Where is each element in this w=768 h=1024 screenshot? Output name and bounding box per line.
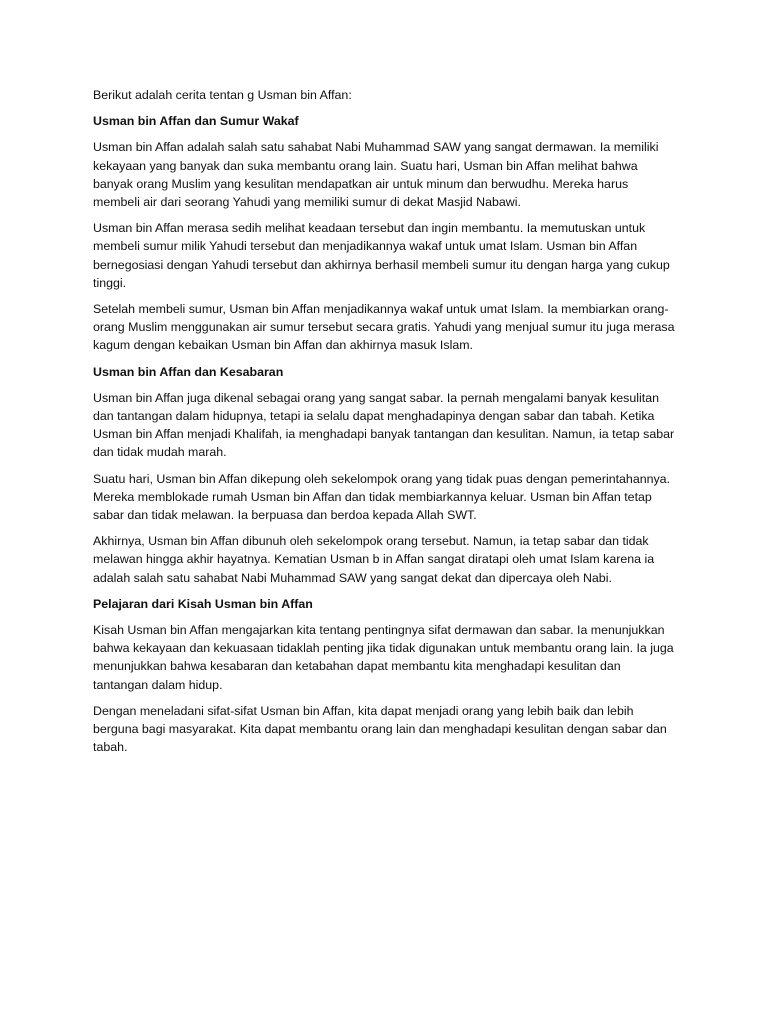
section-sumur-wakaf: [93, 112, 675, 354]
section-heading: Usman bin Affan dan Kesabaran: [93, 364, 284, 379]
section-heading: Pelajaran dari Kisah Usman bin Affan: [93, 596, 313, 611]
section-heading: Usman bin Affan dan Sumur Wakaf: [93, 114, 299, 129]
intro-text: Berikut adalah cerita tentan g Usman bin Affan:: [93, 88, 352, 102]
section-pelajaran: [93, 595, 675, 757]
paragraph: Usman bin Affan merasa sedih melihat keadaan tersebut dan ingin membantu. Ia memutuskan untuk membeli sumur milik Yahudi tersebut dan menjadikannya wakaf untuk umat Islam. Usman bin Affan bernegosiasi dengan Yahudi tersebut dan akhirnya berhasil membeli sumur itu dengan harga yang cukup tinggi.: [93, 221, 670, 290]
paragraph: Setelah membeli sumur, Usman bin Affan menjadikannya wakaf untuk umat Islam. Ia membiarkan orang-orang Muslim menggunakan air sumur tersebut secara gratis. Yahudi yang menjual sumur itu juga merasa kagum dengan kebaikan Usman bin Affan dan akhirnya masuk Islam.: [93, 302, 675, 353]
document-page: [93, 86, 675, 765]
paragraph: Kisah Usman bin Affan mengajarkan kita tentang pentingnya sifat dermawan dan sabar. Ia menunjukkan bahwa kekayaan dan kekuasaan tidaklah penting jika tidak digunakan untuk membantu orang lain. Ia juga menunjukkan bahwa kesabaran dan ketabahan dapat membantu kita menghadapi kesulitan dan tantangan dalam hidup.: [93, 623, 674, 692]
paragraph: Usman bin Affan adalah salah satu sahabat Nabi Muhammad SAW yang sangat dermawan. Ia memiliki kekayaan yang banyak dan suka membantu orang lain. Suatu hari, Usman bin Affan melihat bahwa banyak orang Muslim yang kesulitan mendapatkan air untuk minum dan berwudhu. Mereka harus membeli air dari seorang Yahudi yang memiliki sumur di dekat Masjid Nabawi.: [93, 140, 659, 210]
paragraph: Suatu hari, Usman bin Affan dikepung oleh sekelompok orang yang tidak puas dengan pemerintahannya. Mereka memblokade rumah Usman bin Affan dan tidak membiarkannya keluar. Usman bin Affan tetap sabar dan tidak melawan. Ia berpuasa dan berdoa kepada Allah SWT.: [93, 471, 671, 523]
paragraph: Akhirnya, Usman bin Affan dibunuh oleh sekelompok orang tersebut. Namun, ia tetap sabar dan tidak melawan hingga akhir hayatnya. Kematian Usman b in Affan sangat diratapi oleh umat Islam karena ia adalah salah satu sahabat Nabi Muhammad SAW yang sangat dekat dan dipercaya oleh Nabi.: [93, 534, 655, 585]
paragraph: Dengan meneladani sifat-sifat Usman bin Affan, kita dapat menjadi orang yang lebih baik dan lebih berguna bagi masyarakat. Kita dapat membantu orang lain dan menghadapi kesulitan dengan sabar dan tabah.: [93, 703, 667, 755]
paragraph: Usman bin Affan juga dikenal sebagai orang yang sangat sabar. Ia pernah mengalami banyak kesulitan dan tantangan dalam hidupnya, tetapi ia selalu dapat menghadapinya dengan sabar dan tabah. Ketika Usman bin Affan menjadi Khalifah, ia menghadapi banyak tantangan dan kesulitan. Namun, ia tetap sabar dan tidak mudah marah.: [93, 390, 675, 460]
section-kesabaran: [93, 363, 675, 587]
